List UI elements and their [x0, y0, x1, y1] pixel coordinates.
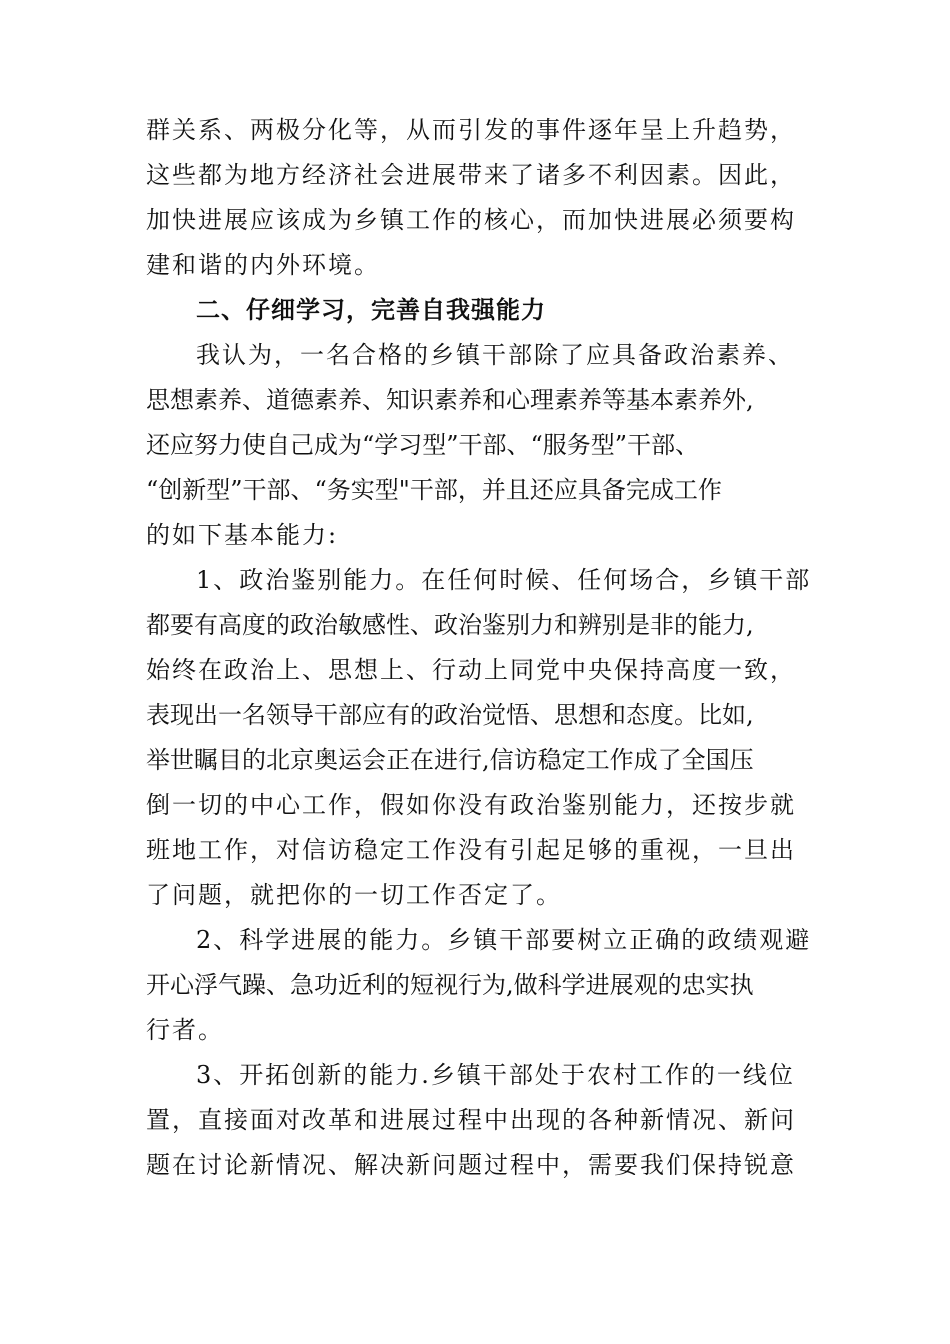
text-line: 了问题，就把你的一切工作否定了。 [146, 881, 562, 909]
text-line: 倒一切的中心工作，假如你没有政治鉴别能力，还按步就 [146, 791, 796, 819]
text-line: 表现出一名领导干部应有的政治觉悟、思想和态度。比如, [146, 701, 754, 729]
text-line: 群关系、两极分化等，从而引发的事件逐年呈上升趋势， [146, 116, 796, 144]
text-line: 2、科学进展的能力。乡镇干部要树立正确的政绩观避 [196, 926, 812, 954]
text-line: 还应努力使自己成为“学习型”干部、“服务型”干部、 [146, 431, 700, 459]
text-line: 班地工作，对信访稳定工作没有引起足够的重视，一旦出 [146, 836, 796, 864]
text-line: 建和谐的内外环境。 [146, 251, 380, 279]
text-line: 都要有高度的政治敏感性、政治鉴别力和辨别是非的能力, [146, 611, 754, 639]
section-heading: 二、仔细学习，完善自我强能力 [196, 296, 546, 324]
text-line: 1、政治鉴别能力。在任何时候、任何场合，乡镇干部 [196, 566, 812, 594]
text-line: 题在讨论新情况、解决新问题过程中，需要我们保持锐意 [146, 1151, 796, 1179]
text-line: 举世瞩目的北京奥运会正在进行,信访稳定工作成了全国压 [146, 746, 754, 774]
text-line: 这些都为地方经济社会进展带来了诸多不利因素。因此， [146, 161, 796, 189]
text-line: 思想素养、道德素养、知识素养和心理素养等基本素养外, [146, 386, 754, 414]
text-line: 3、开拓创新的能力.乡镇干部处于农村工作的一线位 [196, 1061, 795, 1089]
text-line: 的如下基本能力: [146, 521, 339, 549]
text-line: 开心浮气躁、急功近利的短视行为,做科学进展观的忠实执 [146, 971, 754, 999]
text-line: 行者。 [146, 1016, 224, 1044]
text-line: “创新型”干部、“务实型"干部，并且还应具备完成工作 [146, 476, 722, 504]
text-line: 我认为，一名合格的乡镇干部除了应具备政治素养、 [196, 341, 794, 369]
text-line: 置，直接面对改革和进展过程中出现的各种新情况、新问 [146, 1106, 796, 1134]
text-line: 始终在政治上、思想上、行动上同党中央保持高度一致， [146, 656, 796, 684]
text-line: 加快进展应该成为乡镇工作的核心，而加快进展必须要构 [146, 206, 796, 234]
